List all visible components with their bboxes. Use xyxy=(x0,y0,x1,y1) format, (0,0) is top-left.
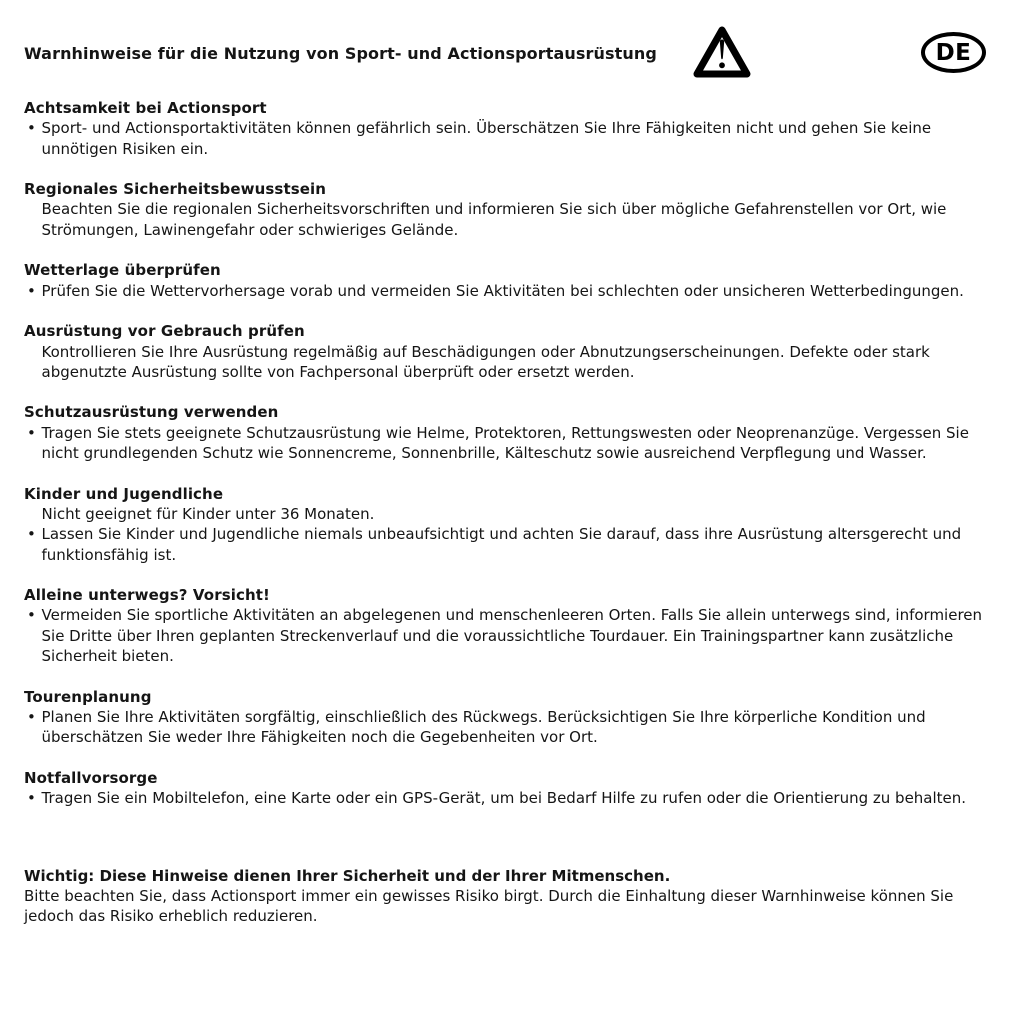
footer-important-line: Wichtig: Diese Hinweise dienen Ihrer Sicherheit und der Ihrer Mitmenschen. xyxy=(24,866,671,885)
section-schutzausruestung xyxy=(24,402,1006,463)
plain-item: Beachten Sie die regionalen Sicherheitsvorschriften und informieren Sie sich über mögliche Gefahrenstellen vor Ort, wie Strömungen, Lawinengefahr oder schwieriges Gelände. xyxy=(41,200,947,239)
section-heading: Tourenplanung xyxy=(24,687,152,706)
section-heading: Notfallvorsorge xyxy=(24,768,158,787)
section-regionales-sicherheitsbewusstsein xyxy=(24,179,1006,240)
bullet-item: • Tragen Sie ein Mobiltelefon, eine Karte oder ein GPS-Gerät, um bei Bedarf Hilfe zu rufen oder die Orientierung zu behalten. xyxy=(24,788,1006,808)
section-kinder-und-jugendliche xyxy=(24,484,1006,565)
section-heading: Wetterlage überprüfen xyxy=(24,261,221,280)
section-alleine-unterwegs xyxy=(24,585,1006,666)
section-ausruestung-pruefen xyxy=(24,321,1006,382)
plain-item: Kontrollieren Sie Ihre Ausrüstung regelmäßig auf Beschädigungen oder Abnutzungserscheinungen. Defekte oder stark abgenutzte Ausrüstung sollte von Fachpersonal überprüft oder ersetzt werden. xyxy=(41,342,930,381)
section-heading: Ausrüstung vor Gebrauch prüfen xyxy=(24,322,305,341)
section-heading: Kinder und Jugendliche xyxy=(24,484,224,503)
bullet-item: • Prüfen Sie die Wettervorhersage vorab und vermeiden Sie Aktivitäten bei schlechten oder unsicheren Wetterbedingungen. xyxy=(24,281,1006,301)
footer-note-block xyxy=(24,866,1006,927)
section-heading: Regionales Sicherheitsbewusstsein xyxy=(24,180,327,199)
bullet-item: • Vermeiden Sie sportliche Aktivitäten an abgelegenen und menschenleeren Orten. Falls Sie allein unterwegs sind, informieren Sie Dritte über Ihren geplanten Streckenverlauf und die voraussichtliche Tourdauer. Ein Trainingspartner kann zusätzliche Sicherheit bieten. xyxy=(24,605,1006,666)
warning-triangle-icon xyxy=(691,23,753,83)
language-badge xyxy=(921,32,986,73)
bullet-item: • Lassen Sie Kinder und Jugendliche niemals unbeaufsichtigt und achten Sie darauf, dass ihre Ausrüstung altersgerecht und funktionsfähig ist. xyxy=(24,524,1006,565)
section-heading: Achtsamkeit bei Actionsport xyxy=(24,99,267,117)
section-achtsamkeit xyxy=(24,98,1006,159)
section-notfallvorsorge xyxy=(24,768,1006,809)
footer-note-text: Bitte beachten Sie, dass Actionsport immer ein gewisses Risiko birgt. Durch die Einhaltung dieser Warnhinweise können Sie jedoch das Risiko erheblich reduzieren. xyxy=(24,887,954,926)
bullet-item: • Sport- und Actionsportaktivitäten können gefährlich sein. Überschätzen Sie Ihre Fähigkeiten nicht und gehen Sie keine unnötigen Risiken ein. xyxy=(24,118,1006,159)
section-wetterlage xyxy=(24,260,1006,301)
page-title: Warnhinweise für die Nutzung von Sport- und Actionsportausrüstung xyxy=(24,44,657,63)
bullet-item: • Planen Sie Ihre Aktivitäten sorgfältig, einschließlich des Rückwegs. Berücksichtigen Sie Ihre körperliche Kondition und überschätzen Sie weder Ihre Fähigkeiten noch die Gegebenheiten vor Ort. xyxy=(24,707,1006,748)
language-badge-label: DE xyxy=(935,39,972,66)
section-heading: Alleine unterwegs? Vorsicht! xyxy=(24,586,270,605)
section-heading: Schutzausrüstung verwenden xyxy=(24,403,279,422)
bullet-item: • Tragen Sie stets geeignete Schutzausrüstung wie Helme, Protektoren, Rettungswesten oder Neoprenanzüge. Vergessen Sie nicht grundlegenden Schutz wie Sonnencreme, Sonnenbrille, Kälteschutz sowie ausreichend Verpflegung und Wasser. xyxy=(24,423,1006,464)
plain-item: Nicht geeignet für Kinder unter 36 Monaten. xyxy=(41,504,375,523)
section-tourenplanung xyxy=(24,687,1006,748)
document-body xyxy=(24,98,1006,927)
